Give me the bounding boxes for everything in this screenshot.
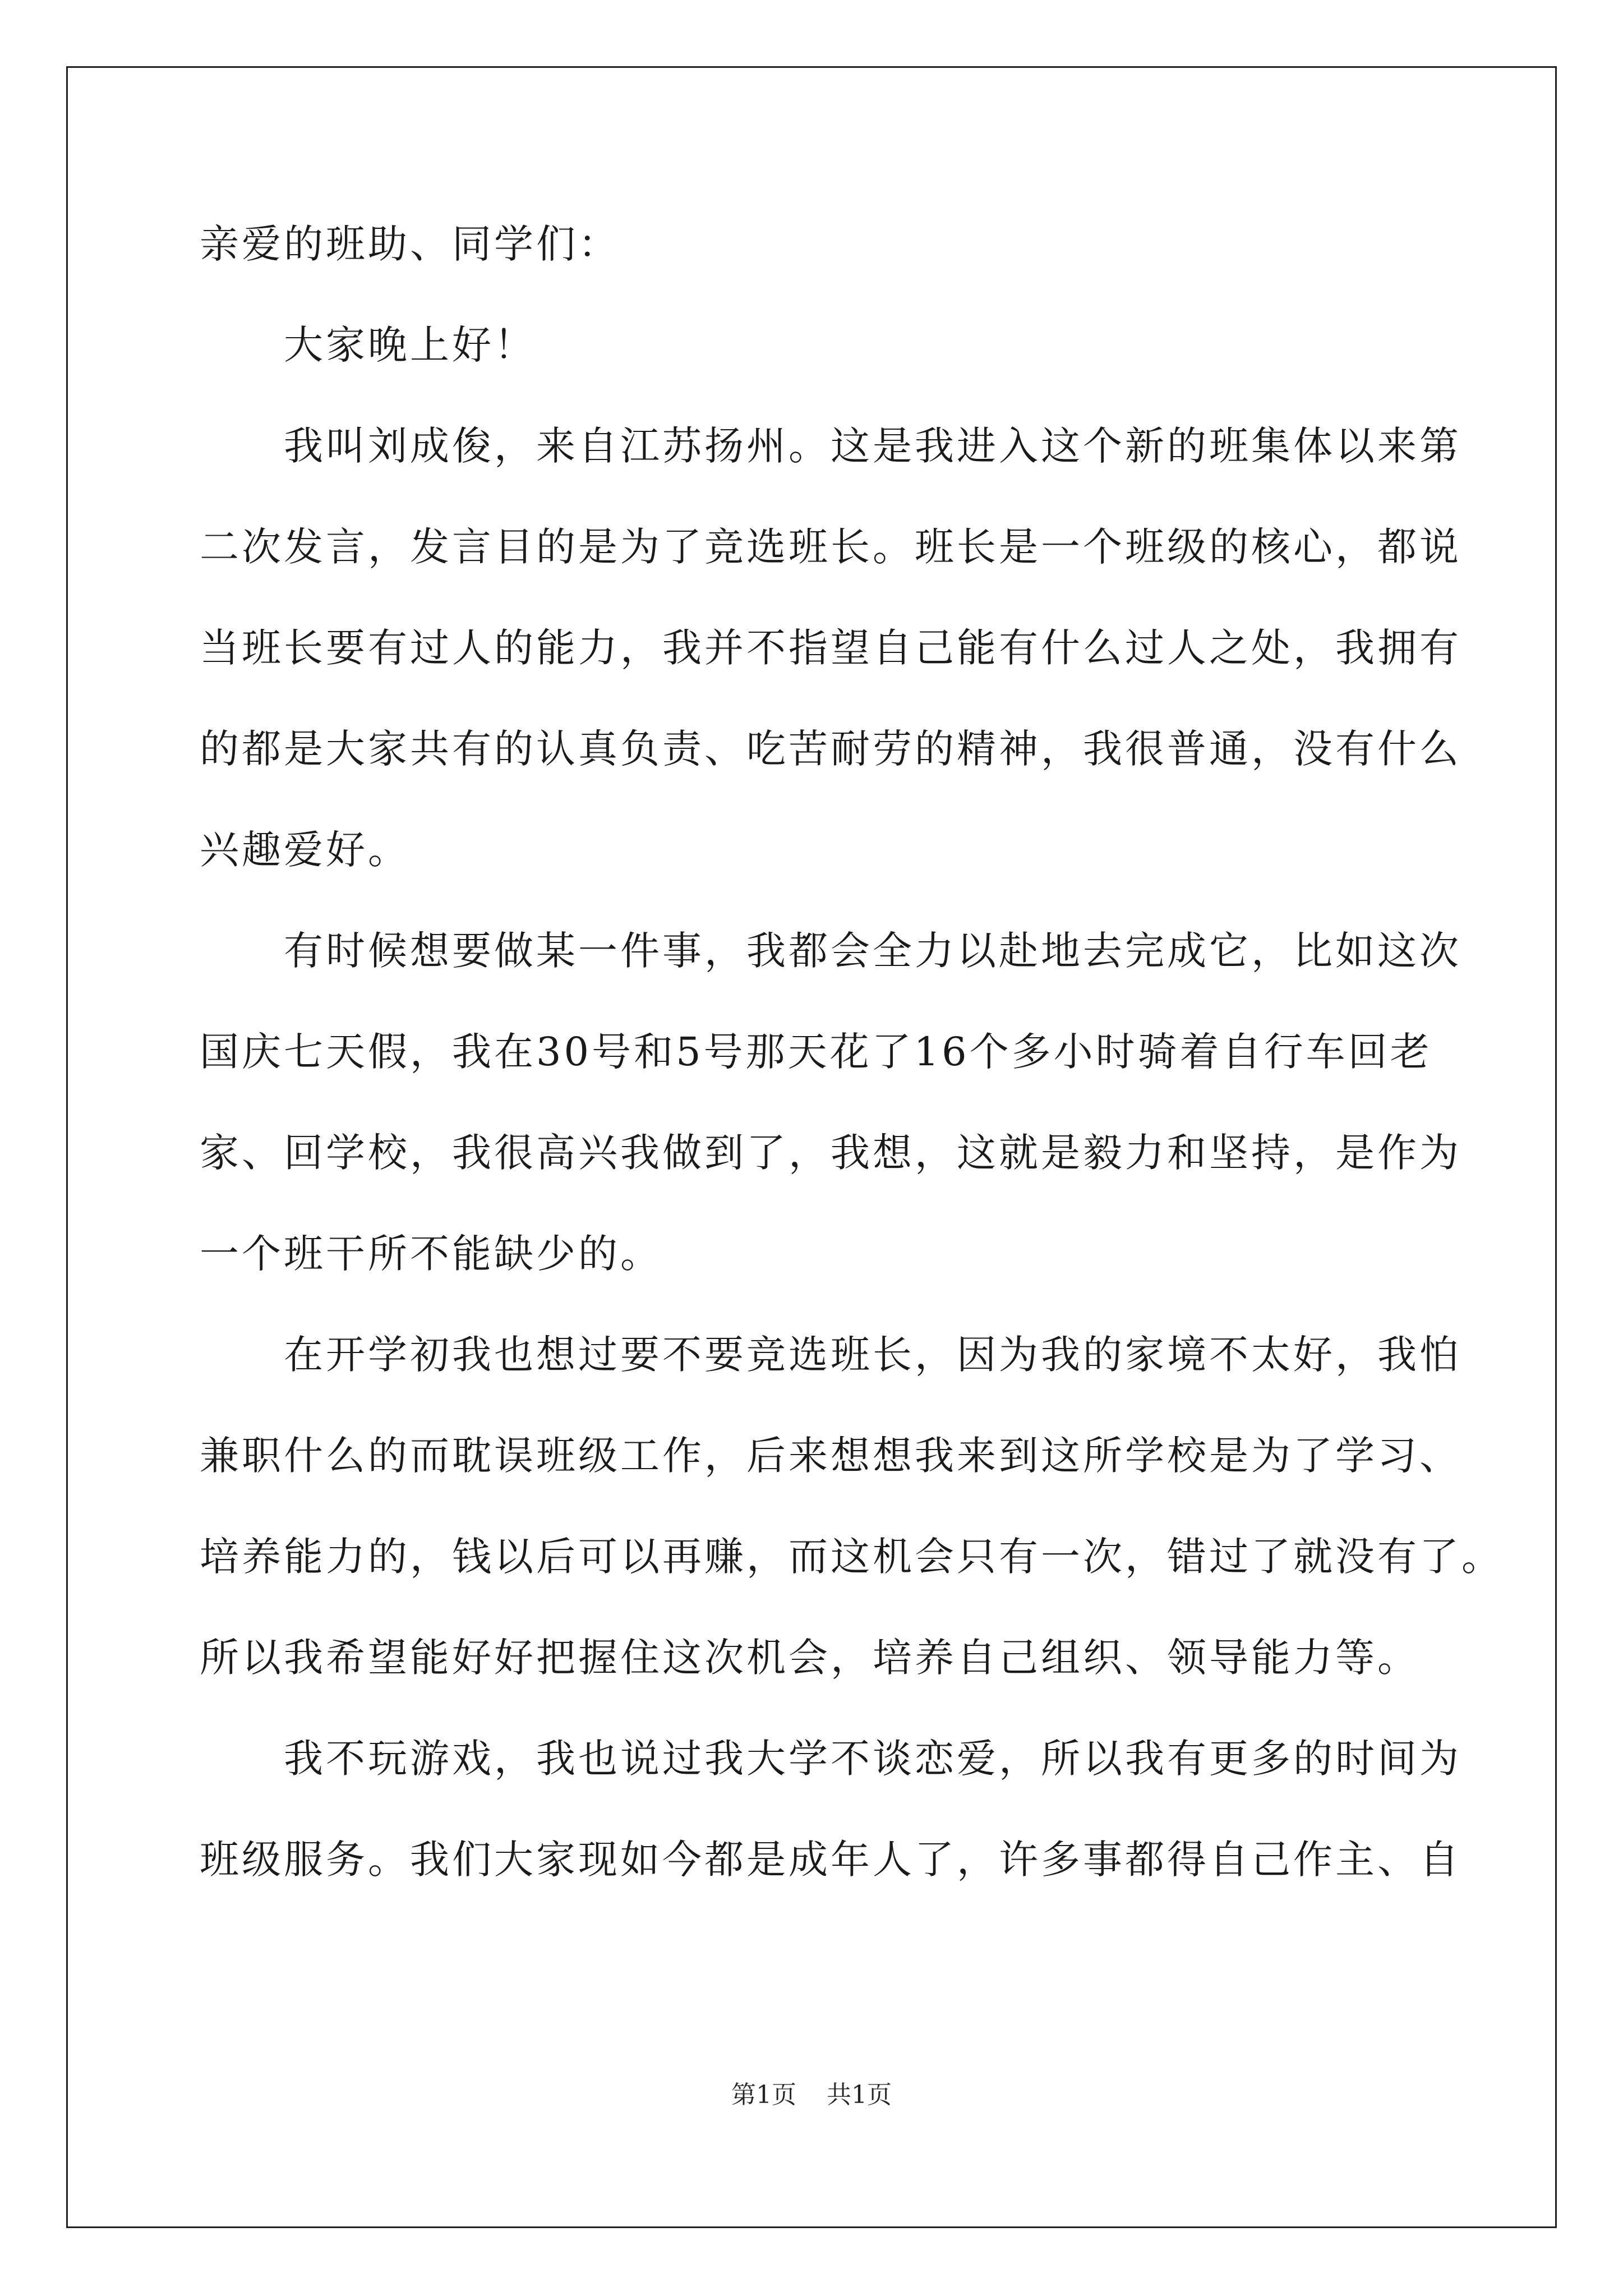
paragraph-line: 一个班干所不能缺少的。 xyxy=(200,1231,662,1277)
paragraph-line: 兼职什么的而耽误班级工作，后来想想我来到这所学校是为了学习、 xyxy=(200,1433,1461,1479)
paragraph-line: 班级服务。我们大家现如今都是成年人了，许多事都得自己作主、自 xyxy=(200,1837,1461,1883)
page-total: 共1页 xyxy=(827,2081,892,2109)
greeting: 大家晚上好！ xyxy=(284,322,536,368)
document-body xyxy=(200,221,1504,1941)
paragraph-line: 我叫刘成俊，来自江苏扬州。这是我进入这个新的班集体以来第 xyxy=(284,423,1461,469)
page-footer xyxy=(0,2081,1623,2109)
paragraph-line: 我不玩游戏，我也说过我大学不谈恋爱，所以我有更多的时间为 xyxy=(284,1736,1461,1782)
paragraph-line: 当班长要有过人的能力，我并不指望自己能有什么过人之处，我拥有 xyxy=(200,625,1461,671)
page-number: 第1页 xyxy=(731,2081,796,2109)
paragraph-line: 培养能力的，钱以后可以再赚，而这机会只有一次，错过了就没有了。 xyxy=(200,1534,1504,1580)
paragraph-line: 的都是大家共有的认真负责、吃苦耐劳的精神，我很普通，没有什么 xyxy=(200,726,1461,772)
paragraph-3 xyxy=(200,1332,1504,1681)
paragraph-2 xyxy=(200,928,1461,1277)
paragraph-4 xyxy=(200,1736,1461,1883)
paragraph-line: 兴趣爱好。 xyxy=(200,827,410,873)
salutation: 亲爱的班助、同学们： xyxy=(200,221,620,267)
paragraph-line: 家、回学校，我很高兴我做到了，我想，这就是毅力和坚持，是作为 xyxy=(200,1130,1461,1176)
paragraph-line: 国庆七天假，我在30号和5号那天花了16个多小时骑着自行车回老 xyxy=(200,1029,1432,1075)
paragraph-line: 在开学初我也想过要不要竞选班长，因为我的家境不太好，我怕 xyxy=(284,1332,1461,1378)
paragraph-line: 所以我希望能好好把握住这次机会，培养自己组织、领导能力等。 xyxy=(200,1635,1419,1681)
paragraph-line: 二次发言，发言目的是为了竞选班长。班长是一个班级的核心，都说 xyxy=(200,524,1461,570)
paragraph-1 xyxy=(200,423,1461,873)
paragraph-line: 有时候想要做某一件事，我都会全力以赴地去完成它，比如这次 xyxy=(284,928,1461,974)
